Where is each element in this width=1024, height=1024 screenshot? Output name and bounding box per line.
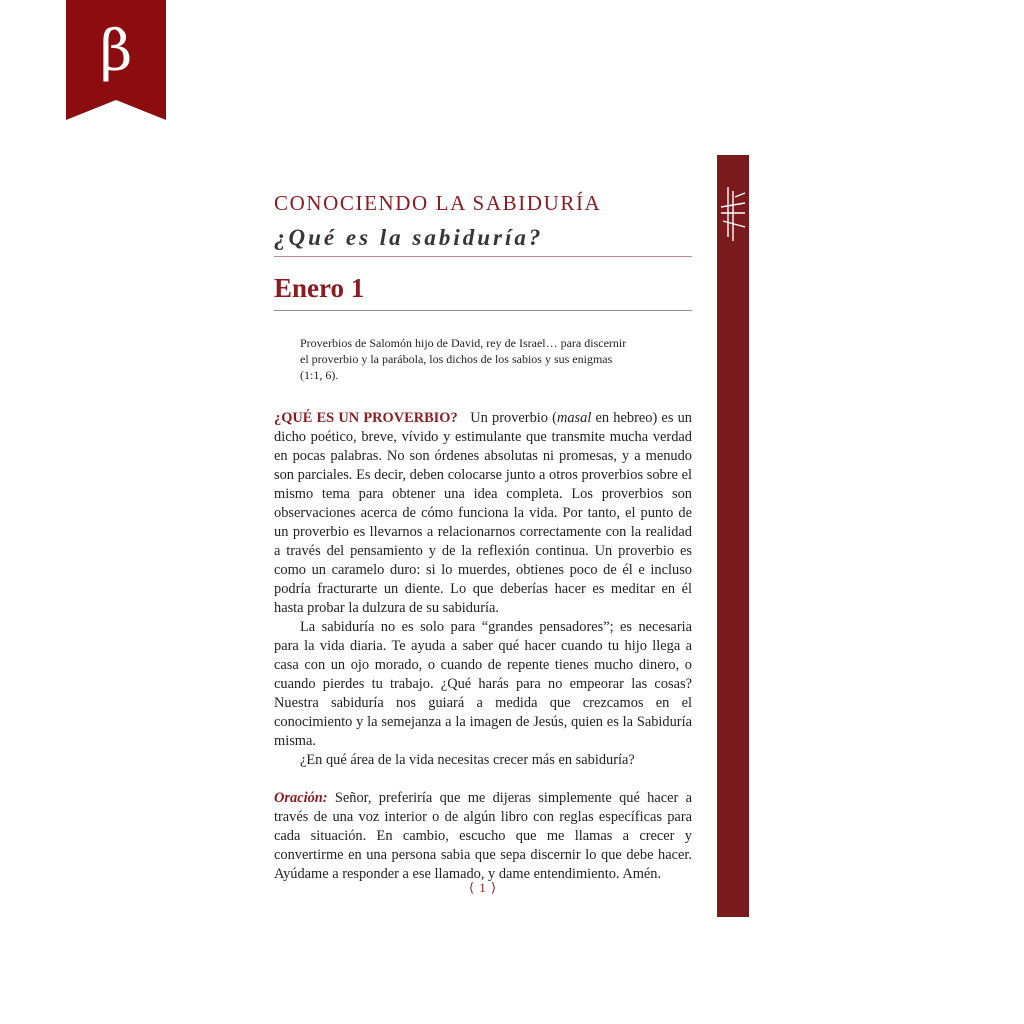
emblem-icon — [719, 185, 747, 245]
side-bar — [717, 155, 749, 917]
paragraph: La sabiduría no es solo para “grandes pensadores”; es necesaria para la vida diaria. Te ayuda a saber qué hacer cuando tu hijo llega a casa con un ojo morado, o cuando de repente tienes mucho dinero, o cuando pierdes tu trabajo. ¿Qué harás para no empeorar las cosas? Nuestra sabiduría nos guiará a medida que crezcamos en el conocimiento y la semejanza a la imagen de Jesús, quien es la Sabiduría misma. — [274, 619, 692, 749]
prayer-label: Oración: — [274, 790, 328, 806]
paragraph-text: Un proverbio ( — [470, 410, 557, 426]
date-heading: Enero 1 — [274, 271, 692, 311]
devotional-body — [274, 409, 692, 770]
paragraph-text: en hebreo) es un dicho poético, breve, vívido y estimulante que transmite mucha verdad en pocas palabras. No son órdenes absolutas ni promesas, y a menudo son parciales. Es decir, deben colocarse junto a otros proverbios sobre el mismo tema para obtener una idea completa. Los proverbios son observaciones acerca de cómo funciona la vida. Por tanto, el punto de un proverbio es llevarnos a relacionarnos correctamente con la realidad a través del pensamiento y de la reflexión continua. Un proverbio es como un caramelo duro: si lo muerdes, obtienes poco de él e incluso podría fracturarte un diente. Lo que deberías hacer es meditar en él hasta probar la dulzura de su sabiduría. — [274, 410, 692, 616]
prayer — [274, 789, 692, 884]
reflection-question: ¿En qué área de la vida necesitas crecer más en sabiduría? — [300, 752, 635, 768]
verse-line: (1:1, 6). — [300, 368, 339, 382]
prayer-paragraph — [274, 789, 692, 884]
section-title: CONOCIENDO LA SABIDURÍA — [274, 191, 602, 215]
beta-logo: β — [99, 19, 133, 84]
lead-heading: ¿QUÉ ES UN PROVERBIO? — [274, 410, 458, 426]
subtitle: ¿Qué es la sabiduría? — [274, 224, 692, 257]
prayer-text: Señor, preferiría que me dijeras simplemente qué hacer a través de una voz interior o de algún libro con reglas específicas para cada situación. En cambio, escucho que me llamas a crecer y convertirme en una persona sabia que sepa discernir lo que debe hacer. Ayúdame a responder a ese llamado, y dame entendimiento. Amén. — [274, 790, 692, 882]
page-number: ⟨ 1 ⟩ — [468, 880, 498, 895]
page-content — [274, 190, 692, 884]
paragraph — [274, 409, 692, 618]
bookmark-ribbon — [66, 0, 166, 120]
hebrew-term: masal — [556, 410, 592, 426]
verse-line: Proverbios de Salomón hijo de David, rey de Israel… para discernir — [300, 336, 627, 350]
verse-quote — [300, 335, 664, 383]
verse-line: el proverbio y la parábola, los dichos de los sabios y sus enigmas — [300, 352, 613, 366]
